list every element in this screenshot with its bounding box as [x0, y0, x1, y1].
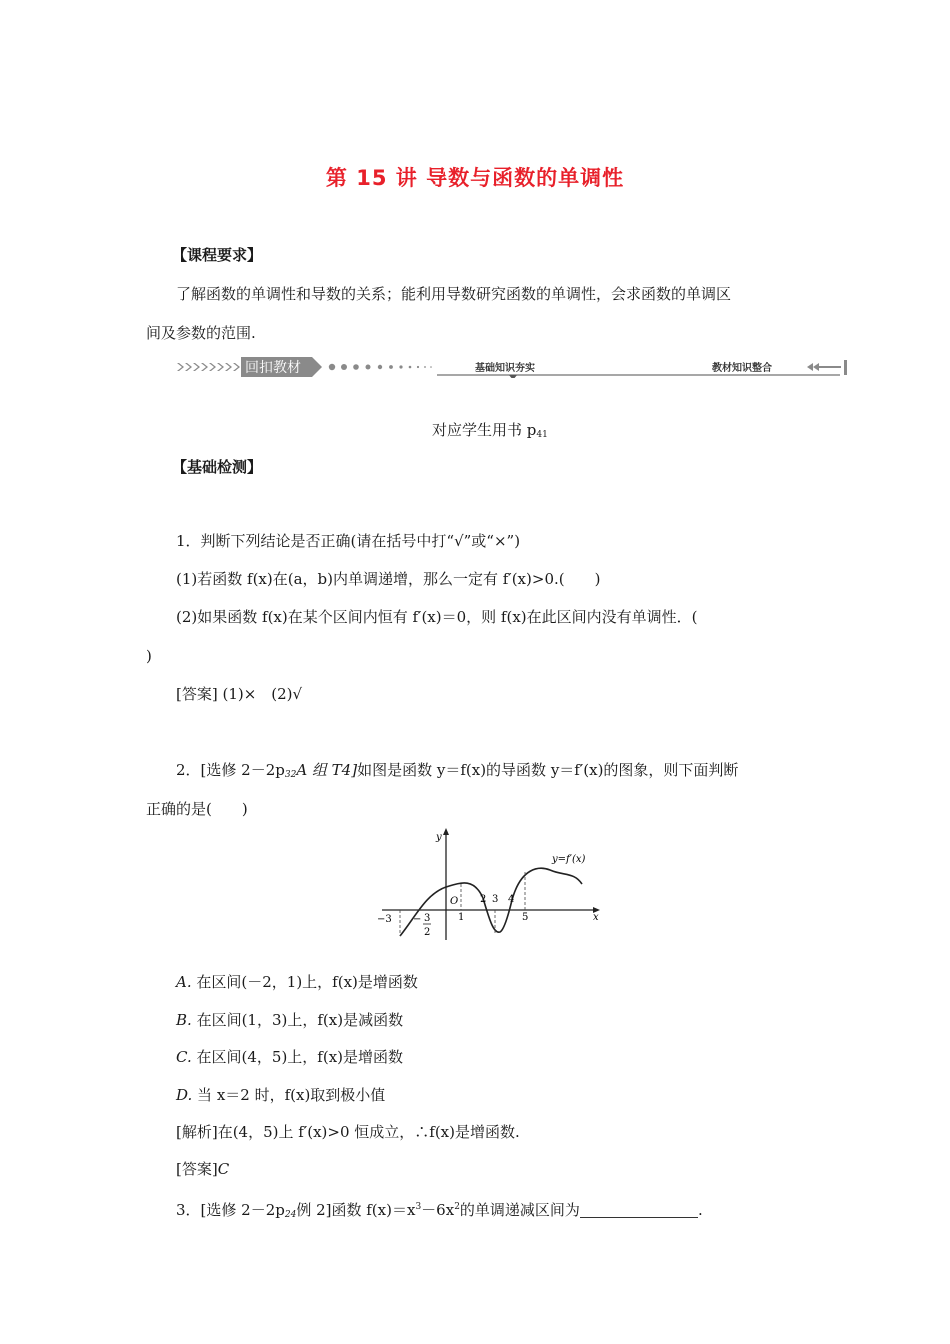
tick-label-neg3: −3 — [377, 914, 392, 925]
tick-label-minus: − — [413, 914, 422, 925]
course-requirements-text-line1: 了解函数的单调性和导数的关系；能利用导数研究函数的单调性，会求函数的单调区 — [176, 285, 732, 303]
y-axis-arrow-icon — [443, 828, 449, 835]
course-requirements-text-line2: 间及参数的范围. — [146, 324, 256, 342]
q2-option-b: B. 在区间(1，3)上，f(x)是减函数 — [176, 1011, 404, 1029]
q1-statement-2-end: ) — [146, 647, 152, 665]
q1-statement-2: (2)如果函数 f(x)在某个区间内恒有 f′(x)＝0，则 f(x)在此区间内没有单调性．( — [176, 608, 698, 626]
q2-option-d: D. 当 x＝2 时，f(x)取到极小值 — [176, 1086, 386, 1104]
q2-analysis: [解析]在(4，5)上 f′(x)>0 恒成立，∴f(x)是增函数. — [176, 1123, 520, 1141]
banner-middle-label: 基础知识夯实 — [475, 363, 535, 374]
q2-answer: [答案]C — [176, 1160, 230, 1178]
tick-label-2: 2 — [480, 894, 487, 905]
page-title: 第 15 讲 导数与函数的单调性 — [325, 166, 625, 190]
section-banner — [175, 356, 850, 378]
dots-decoration — [329, 364, 432, 370]
q2-stem-line2: 正确的是( ) — [146, 800, 248, 818]
derivative-curve — [400, 868, 582, 936]
tick-label-3: 3 — [492, 894, 499, 905]
tick-label-4: 4 — [508, 894, 515, 905]
q2-option-a: A. 在区间(－2，1)上，f(x)是增函数 — [176, 973, 418, 991]
x-axis-label: x — [593, 912, 599, 923]
course-requirements-heading: 【课程要求】 — [172, 246, 263, 264]
q3-answer-blank[interactable] — [580, 1203, 698, 1218]
basic-test-heading: 【基础检测】 — [172, 458, 263, 476]
dashed-guides — [400, 872, 525, 936]
origin-label: O — [450, 896, 459, 907]
curve-label: y=f′(x) — [552, 854, 586, 865]
q3-stem: 3．[选修 $2-2p_{24}$例 2]函数 $f(x)=x^3-6x^2$的单调递减区间为 . — [176, 1201, 703, 1220]
tick-label-frac-num: 3 — [424, 913, 431, 924]
student-book-reference: 对应学生用书 $p_{41}$ — [432, 421, 548, 440]
tick-label-1: 1 — [458, 912, 465, 923]
q1-answer: [答案] (1)× (2)√ — [176, 685, 303, 703]
tick-label-5: 5 — [522, 912, 529, 923]
y-axis-label: y — [436, 832, 442, 843]
derivative-graph — [370, 826, 610, 946]
q2-stem: 2．[选修 $2-2p_{32}A$ 组 T4]如图是函数 y＝f(x)的导函数 y＝f′(x)的图象，则下面判断 — [176, 761, 739, 780]
chevron-arrows-icon — [177, 363, 240, 371]
q1-statement-1: (1)若函数 f(x)在(a，b)内单调递增，那么一定有 f′(x)>0.( ) — [176, 570, 601, 588]
q1-stem: 1．判断下列结论是否正确(请在括号中打“√”或“×”) — [176, 532, 521, 550]
banner-left-label: 回扣教材 — [245, 360, 301, 376]
triangle-down-icon — [509, 375, 517, 378]
banner-right-label: 教材知识整合 — [712, 363, 772, 374]
back-arrows-icon — [807, 360, 847, 375]
tick-label-frac-den: 2 — [424, 927, 431, 938]
q2-option-c: C. 在区间(4，5)上，f(x)是增函数 — [176, 1048, 404, 1066]
